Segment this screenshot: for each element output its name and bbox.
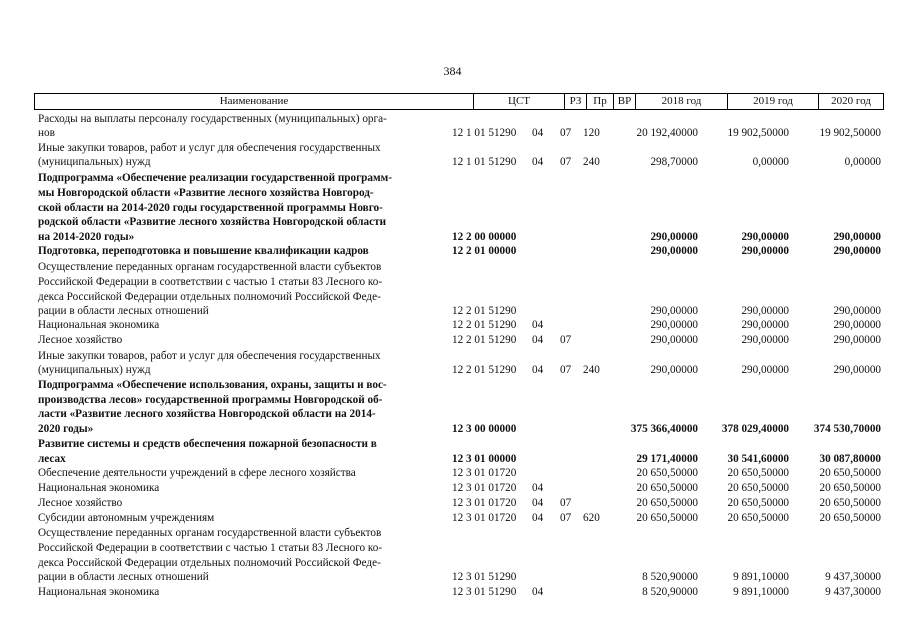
cell-2018: 290,00000 (650, 305, 698, 317)
cell-2019: 9 891,10000 (733, 586, 789, 598)
table-line (0, 215, 905, 229)
table-line (0, 541, 905, 555)
cell-rz: 04 (532, 319, 544, 331)
cell-cst: 12 3 01 51290 (452, 586, 517, 598)
cell-cst: 12 3 01 01720 (452, 512, 517, 524)
cell-2018: 290,00000 (650, 319, 698, 331)
table-line (0, 186, 905, 200)
cell-cst: 12 2 01 51290 (452, 334, 517, 346)
cell-cst: 12 2 00 00000 (452, 231, 517, 243)
cell-name: Лесное хозяйство (38, 497, 123, 509)
table-line (0, 422, 905, 436)
table-line (0, 378, 905, 392)
cell-2020: 0,00000 (844, 156, 881, 168)
cell-2019: 30 541,60000 (727, 453, 789, 465)
cell-2019: 290,00000 (741, 245, 789, 257)
cell-name: Расходы на выплаты персоналу государственных (муниципальных) орга- (38, 113, 387, 125)
cell-name: рации в области лесных отношений (38, 305, 209, 317)
cell-2019: 290,00000 (741, 305, 789, 317)
cell-2020: 9 437,30000 (825, 571, 881, 583)
cell-2019: 20 650,50000 (727, 497, 789, 509)
cell-2020: 19 902,50000 (819, 127, 881, 139)
header-pr: Пр (586, 94, 613, 109)
cell-2020: 290,00000 (833, 245, 881, 257)
cell-name: ласти «Развитие лесного хозяйства Новгородской области на 2014- (38, 408, 376, 420)
header-cst: ЦСТ (473, 94, 564, 109)
table-line (0, 556, 905, 570)
cell-pr: 07 (560, 497, 572, 509)
cell-2018: 290,00000 (650, 245, 698, 257)
cell-pr: 07 (560, 127, 572, 139)
table-line (0, 171, 905, 185)
cell-name: Иные закупки товаров, работ и услуг для обеспечения государственных (38, 142, 381, 154)
cell-name: 2020 годы» (38, 423, 94, 435)
cell-2018: 298,70000 (650, 156, 698, 168)
cell-name: Развитие системы и средств обеспечения пожарной безопасности в (38, 438, 377, 450)
cell-rz: 04 (532, 334, 544, 346)
cell-rz: 04 (532, 364, 544, 376)
cell-2019: 290,00000 (741, 319, 789, 331)
cell-rz: 04 (532, 127, 544, 139)
cell-2018: 20 650,50000 (636, 512, 698, 524)
cell-cst: 12 3 01 00000 (452, 453, 517, 465)
cell-2018: 20 650,50000 (636, 467, 698, 479)
table-line (0, 526, 905, 540)
cell-name: (муниципальных) нужд (38, 364, 151, 376)
cell-name: Лесное хозяйство (38, 334, 123, 346)
table-line (0, 275, 905, 289)
cell-2020: 30 087,80000 (819, 453, 881, 465)
header-vr: ВР (613, 94, 635, 109)
table-line (0, 260, 905, 274)
cell-name: мы Новгородской области «Развитие лесного хозяйства Новгород- (38, 187, 374, 199)
cell-2020: 20 650,50000 (819, 497, 881, 509)
cell-cst: 12 3 00 00000 (452, 423, 517, 435)
cell-name: родской области «Развитие лесного хозяйства Новгородской области (38, 216, 387, 228)
cell-2020: 20 650,50000 (819, 467, 881, 479)
cell-name: Подпрограмма «Обеспечение использования, охраны, защиты и вос- (38, 379, 387, 391)
table-line (0, 112, 905, 126)
cell-2020: 290,00000 (833, 319, 881, 331)
cell-name: Российской Федерации в соответствии с частью 1 статьи 83 Лесного ко- (38, 542, 383, 554)
cell-cst: 12 1 01 51290 (452, 127, 517, 139)
cell-cst: 12 2 01 51290 (452, 319, 517, 331)
cell-name: Национальная экономика (38, 586, 160, 598)
table-line (0, 437, 905, 451)
table-line (0, 318, 905, 332)
cell-2018: 290,00000 (650, 334, 698, 346)
cell-pr: 07 (560, 512, 572, 524)
cell-name: Российской Федерации в соответствии с частью 1 статьи 83 Лесного ко- (38, 276, 383, 288)
table-line (0, 349, 905, 363)
table-line (0, 290, 905, 304)
header-2020: 2020 год (818, 94, 883, 109)
cell-cst: 12 3 01 01720 (452, 482, 517, 494)
header-rz: РЗ (564, 94, 586, 109)
cell-cst: 12 2 01 51290 (452, 305, 517, 317)
table-line (0, 452, 905, 466)
cell-name: лесах (38, 453, 66, 465)
cell-name: Осуществление переданных органам государственной власти субъектов (38, 527, 382, 539)
cell-vr: 240 (583, 156, 600, 168)
table-line (0, 393, 905, 407)
page-number: 384 (443, 64, 462, 78)
cell-name: Иные закупки товаров, работ и услуг для обеспечения государственных (38, 350, 381, 362)
header-2018: 2018 год (635, 94, 727, 109)
cell-2018: 290,00000 (650, 364, 698, 376)
cell-cst: 12 3 01 01720 (452, 467, 517, 479)
table-line (0, 244, 905, 258)
cell-2020: 290,00000 (833, 334, 881, 346)
cell-2019: 9 891,10000 (733, 571, 789, 583)
table-line (0, 511, 905, 525)
cell-vr: 120 (583, 127, 600, 139)
cell-rz: 04 (532, 482, 544, 494)
cell-name: ской области на 2014-2020 годы государственной программы Новго- (38, 202, 383, 214)
table-line (0, 126, 905, 140)
cell-2019: 20 650,50000 (727, 482, 789, 494)
table-line (0, 141, 905, 155)
table-line (0, 466, 905, 480)
cell-name: Национальная экономика (38, 319, 160, 331)
cell-name: рации в области лесных отношений (38, 571, 209, 583)
cell-name: Субсидии автономным учреждениям (38, 512, 215, 524)
cell-cst: 12 1 01 51290 (452, 156, 517, 168)
cell-name: производства лесов» государственной программы Новгородской об- (38, 394, 383, 406)
cell-2019: 378 029,40000 (721, 423, 789, 435)
table-line (0, 363, 905, 377)
cell-2020: 290,00000 (833, 231, 881, 243)
cell-2020: 20 650,50000 (819, 512, 881, 524)
cell-2020: 290,00000 (833, 305, 881, 317)
cell-cst: 12 3 01 01720 (452, 497, 517, 509)
cell-name: Осуществление переданных органам государственной власти субъектов (38, 261, 382, 273)
table-header (34, 93, 884, 110)
cell-2019: 20 650,50000 (727, 467, 789, 479)
cell-2019: 290,00000 (741, 231, 789, 243)
cell-2018: 290,00000 (650, 231, 698, 243)
table-line (0, 155, 905, 169)
cell-2018: 29 171,40000 (636, 453, 698, 465)
cell-name: Национальная экономика (38, 482, 160, 494)
cell-pr: 07 (560, 334, 572, 346)
header-2019: 2019 год (727, 94, 818, 109)
cell-name: нов (38, 127, 55, 139)
cell-2019: 19 902,50000 (727, 127, 789, 139)
cell-2018: 20 650,50000 (636, 497, 698, 509)
table-line (0, 496, 905, 510)
cell-pr: 07 (560, 364, 572, 376)
cell-2020: 20 650,50000 (819, 482, 881, 494)
cell-rz: 04 (532, 512, 544, 524)
cell-name: Обеспечение деятельности учреждений в сфере лесного хозяйства (38, 467, 356, 479)
table-line (0, 570, 905, 584)
cell-name: (муниципальных) нужд (38, 156, 151, 168)
cell-rz: 04 (532, 156, 544, 168)
cell-rz: 04 (532, 497, 544, 509)
cell-cst: 12 2 01 51290 (452, 364, 517, 376)
table-line (0, 481, 905, 495)
cell-2018: 8 520,90000 (642, 586, 698, 598)
cell-name: Подготовка, переподготовка и повышение квалификации кадров (38, 245, 369, 257)
table-line (0, 585, 905, 599)
header-name: Наименование (219, 95, 289, 107)
cell-vr: 620 (583, 512, 600, 524)
table-line (0, 201, 905, 215)
cell-name: декса Российской Федерации отдельных полномочий Российской Феде- (38, 557, 381, 569)
table-line (0, 304, 905, 318)
cell-name: декса Российской Федерации отдельных полномочий Российской Феде- (38, 291, 381, 303)
cell-2019: 0,00000 (752, 156, 789, 168)
cell-2020: 374 530,70000 (813, 423, 881, 435)
cell-2018: 20 192,40000 (636, 127, 698, 139)
cell-2019: 290,00000 (741, 334, 789, 346)
table-line (0, 230, 905, 244)
cell-name: на 2014-2020 годы» (38, 231, 135, 243)
cell-2018: 20 650,50000 (636, 482, 698, 494)
cell-2018: 375 366,40000 (630, 423, 698, 435)
cell-cst: 12 2 01 00000 (452, 245, 517, 257)
cell-cst: 12 3 01 51290 (452, 571, 517, 583)
cell-2018: 8 520,90000 (642, 571, 698, 583)
cell-pr: 07 (560, 156, 572, 168)
cell-rz: 04 (532, 586, 544, 598)
cell-2020: 9 437,30000 (825, 586, 881, 598)
cell-2020: 290,00000 (833, 364, 881, 376)
cell-name: Подпрограмма «Обеспечение реализации государственной программ- (38, 172, 392, 184)
cell-vr: 240 (583, 364, 600, 376)
cell-2019: 20 650,50000 (727, 512, 789, 524)
table-line (0, 407, 905, 421)
table-line (0, 333, 905, 347)
cell-2019: 290,00000 (741, 364, 789, 376)
